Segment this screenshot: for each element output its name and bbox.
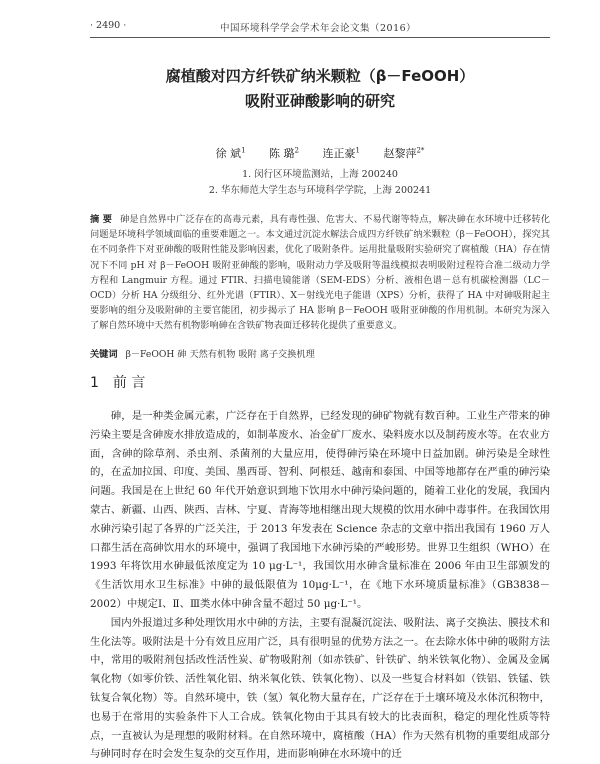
keywords-text: β－FeOOH 砷 天然有机物 吸附 离子交换机理 xyxy=(125,349,315,360)
author-list xyxy=(90,145,550,161)
author: 连正豪$^1$ xyxy=(322,146,360,160)
abstract xyxy=(90,212,550,334)
keywords xyxy=(90,346,550,360)
affiliation-2: 2. 华东师范大学生态与环境科学学院，上海 200241 xyxy=(208,185,432,196)
running-header xyxy=(90,20,550,36)
journal-title: 中国环境科学学会学术年会论文集（2016） xyxy=(220,23,417,34)
affiliation-1: 1. 闵行区环境监测站，上海 200240 xyxy=(242,169,398,180)
paragraph: 国内外报道过多种处理饮用水中砷的方法，主要有混凝沉淀法、吸附法、离子交换法、膜技术和生化法等。吸附法是十分有效且应用广泛，具有很明显的优势方法之一。在去除水体中砷的吸附方法中，常用的吸附剂包括改性活性炭、矿物吸附剂（如赤铁矿、针铁矿、纳米铁氧化物）、金属及金属氧化物（如零价铁、活性氧化铝、纳米氧化铁、铁氧化物）、以及一些复合材料如（铁铝、铁锰、铁钛复合氧化物）等。自然环境中，铁（氢）氧化物大量存在，广泛存在于土壤环境及水体沉积物中，也易于在常用的实验条件下人工合成。铁氧化物由于其具有较大的比表面积，稳定的理化性质等特点，一直被认为是理想的吸附材料。在自然环境中，腐植酸（HA）作为天然有机物的重要组成部分与砷同时存在时会发生复杂的交互作用，进而影响砷在水环境中的迁 xyxy=(90,616,550,761)
section-number: 1 xyxy=(90,375,99,391)
header-rule xyxy=(90,37,550,38)
keywords-label: 关键词 xyxy=(90,349,118,360)
author: 徐 斌$^1$ xyxy=(215,146,246,160)
page-number: · 2490 · xyxy=(90,20,127,31)
abstract-label: 摘 要 xyxy=(90,214,113,225)
body-text xyxy=(90,407,550,764)
section-title: 前 言 xyxy=(112,375,146,391)
abstract-text: 砷是自然界中广泛存在的高毒元素，具有毒性强、危害大、不易代谢等特点，解决砷在水环境中迁移转化问题是环境科学领域面临的重要难题之一。本文通过沉淀水解法合成四方纤铁矿纳米颗粒（β－FeOOH），探究其在不同条件下对亚砷酸的吸附性能及影响因素，优化了吸附条件。运用批量吸附实验研究了腐植酸（HA）存在情况下不同 pH 对 β－FeOOH 吸附亚砷酸的影响，吸附动力学及吸附等温线模拟表明吸附过程符合准二级动力学方程和 Langmuir 方程。通过 FTIR、扫描电镜能谱（SEM-EDS）分析、液相色谱－总有机碳检测器（LC－OCD）分析 HA 分级组分、红外光谱（FTIR）、X－射线光电子能谱（XPS）分析，获得了 HA 中对砷吸附起主要影响的组分及吸附砷的主要官能团，初步揭示了 HA 影响 β－FeOOH 吸附亚砷酸的作用机制。本研究为深入了解自然环境中天然有机物影响砷在含铁矿物表面迁移转化提供了重要意义。 xyxy=(90,214,550,332)
paper-title-line-2: 吸附亚砷酸影响的研究 xyxy=(244,92,395,110)
paragraph: 砷，是一种类金属元素，广泛存在于自然界，已经发现的砷矿物就有数百种。工业生产带来的砷污染主要是含砷废水排放造成的，如制革废水、冶金矿厂废水、染料废水以及制药废水等。在农业方面，含砷的除草剂、杀虫剂、杀菌剂的大量应用，使得砷污染在环境中日益加剧。砷污染是全球性的，在孟加拉国、印度、美国、墨西哥、智利、阿根廷、越南和泰国、中国等地都存在严重的砷污染问题。我国是在上世纪 60 年代开始意识到地下饮用水中砷污染问题的，随着工业化的发展，我国内蒙古、新疆、山西、陕西、吉林、宁夏、青海等地相继出现大规模的饮用水砷中毒事件。在我国饮用水砷污染引起了各界的广泛关注，于 2013 年发表在 Science 杂志的文章中指出我国有 1960 万人口都生活在高砷饮用水的环境中，强调了我国地下水砷污染的严峻形势。世界卫生组织（WHO）在 1993 年将饮用水砷最低浓度定为 10 μg·L⁻¹，我国饮用水砷含量标准在 2006 年由卫生部颁发的《生活饮用水卫生标准》中砷的最低限值为 10μg·L⁻¹，在《地下水环境质量标准》（GB3838－2002）中规定Ⅰ、Ⅱ、Ⅲ类水体中砷含量不超过 50 μg·L⁻¹。 xyxy=(90,410,550,610)
section-heading xyxy=(90,372,145,392)
author: 陈 璐$^2$ xyxy=(269,146,299,160)
paper-title-line-1: 腐植酸对四方纤铁矿纳米颗粒（β－FeOOH） xyxy=(165,67,475,85)
author: 赵黎萍$^{2*}$ xyxy=(383,146,425,160)
